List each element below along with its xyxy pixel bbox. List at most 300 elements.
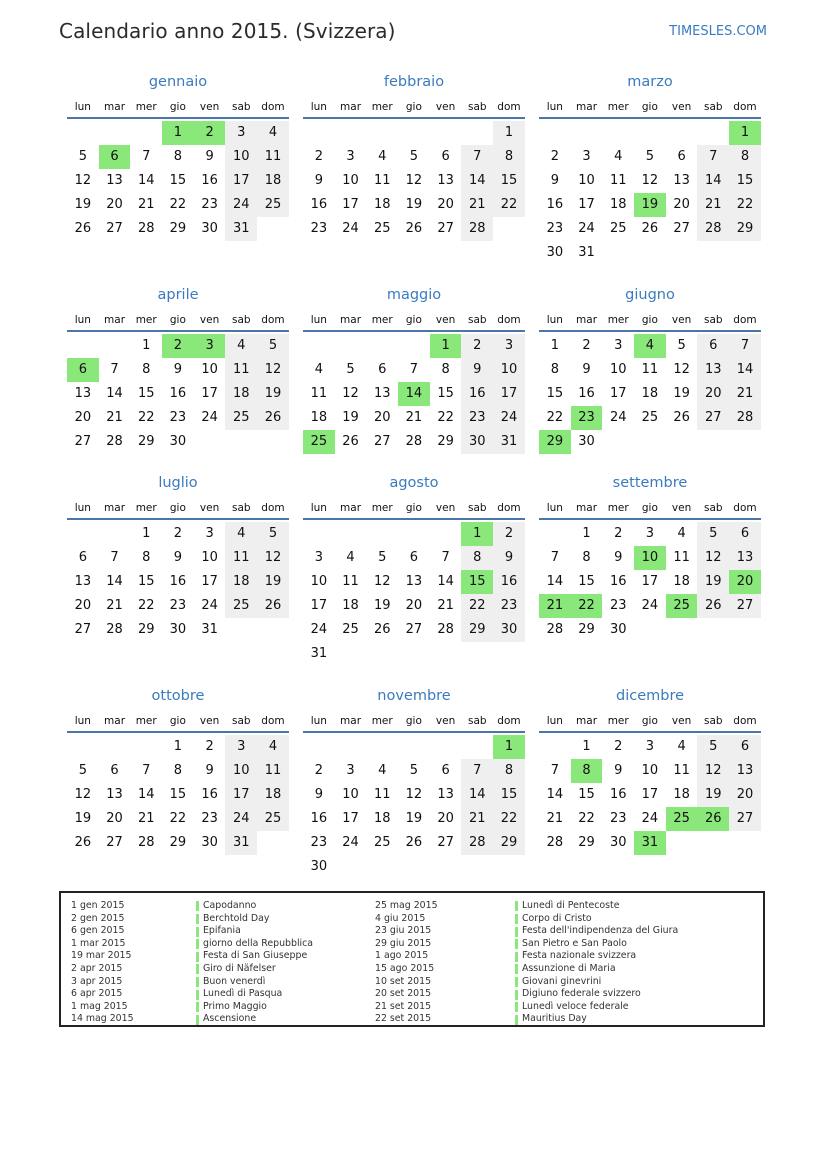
month-name: novembre [377, 688, 451, 704]
day-cell: 13 [729, 546, 761, 570]
day-cell: 23 [461, 406, 493, 430]
day-cell: 1 [582, 739, 591, 754]
day-cell: 7 [461, 145, 493, 169]
weekday-label: dom [497, 314, 521, 326]
day-cell: 22 [169, 811, 187, 826]
holiday-date: 15 ago 2015 [375, 963, 435, 974]
weekday-label: lun [310, 715, 327, 727]
day-cell: 9 [461, 358, 493, 382]
day-cell: 23 [609, 598, 627, 613]
empty-cell [67, 334, 99, 358]
day-cell: 17 [310, 598, 328, 613]
weekday-label: mar [340, 502, 362, 514]
day-cell: 3 [645, 526, 655, 541]
empty-cell [67, 735, 99, 759]
day-cell: 24 [201, 410, 218, 425]
weekday-label: lun [546, 101, 563, 113]
day-grid [303, 735, 525, 879]
day-cell: 28 [461, 217, 493, 241]
day-cell: 22 [137, 410, 155, 425]
holiday-date: 1 gen 2015 [71, 900, 125, 911]
site-brand-link[interactable]: TIMESLES.COM [669, 24, 767, 39]
empty-cell [398, 334, 430, 358]
holiday-day-cell: 26 [697, 807, 729, 831]
day-cell: 9 [550, 173, 559, 188]
day-cell: 29 [137, 622, 155, 637]
empty-cell [67, 121, 99, 145]
day-cell: 15 [578, 574, 595, 589]
empty-cell [99, 522, 131, 546]
holiday-day-cell: 1 [430, 334, 462, 358]
day-cell: 25 [342, 622, 359, 637]
weekday-label: dom [497, 101, 521, 113]
day-cell: 11 [257, 759, 289, 783]
day-cell: 9 [582, 362, 591, 377]
day-cell: 18 [225, 382, 257, 406]
day-cell: 28 [137, 221, 155, 236]
day-cell: 28 [106, 622, 123, 637]
holiday-day-cell: 22 [571, 594, 603, 618]
day-cell: 19 [697, 783, 729, 807]
day-cell: 12 [697, 546, 729, 570]
holiday-name: Lunedì di Pasqua [203, 988, 283, 1000]
weekday-label: mar [340, 314, 362, 326]
day-cell: 27 [405, 622, 423, 637]
day-cell: 7 [110, 550, 119, 565]
weekday-label: mar [104, 314, 126, 326]
holiday-name: San Pietro e San Paolo [522, 937, 627, 949]
holiday-marker [196, 939, 199, 949]
day-cell: 15 [493, 169, 525, 193]
day-cell: 18 [609, 197, 627, 212]
day-cell: 23 [546, 221, 564, 236]
empty-cell [539, 522, 571, 546]
day-cell: 12 [257, 358, 289, 382]
holiday-name: Festa nazionale svizzera [522, 950, 637, 962]
day-cell: 12 [74, 173, 92, 188]
empty-cell [335, 121, 367, 145]
month-name: febbraio [383, 74, 445, 90]
day-cell: 14 [106, 574, 123, 589]
day-cell: 24 [342, 835, 359, 850]
day-cell: 5 [409, 149, 419, 164]
weekday-label: ven [435, 715, 456, 727]
day-cell: 16 [310, 197, 328, 212]
day-cell: 20 [106, 811, 123, 826]
holiday-name: Primo Maggio [203, 1000, 267, 1012]
empty-cell [461, 121, 493, 145]
day-cell: 6 [378, 362, 387, 377]
holiday-marker [196, 914, 199, 924]
weekday-label: gio [169, 715, 186, 727]
weekday-label: sab [703, 101, 723, 113]
weekday-label: lun [310, 502, 327, 514]
day-cell: 4 [378, 149, 387, 164]
weekday-label: gio [169, 101, 186, 113]
month-name: marzo [627, 74, 673, 90]
empty-cell [99, 334, 131, 358]
weekday-label: ven [671, 101, 692, 113]
day-cell: 3 [205, 526, 214, 541]
day-cell: 7 [461, 759, 493, 783]
month-giugno [539, 285, 761, 454]
empty-cell [461, 735, 493, 759]
month-gennaio [67, 72, 289, 241]
weekday-label: sab [467, 101, 487, 113]
holiday-date: 1 mar 2015 [71, 937, 126, 949]
weekday-label: mer [607, 715, 629, 727]
day-cell: 14 [106, 386, 123, 401]
day-cell: 13 [74, 574, 92, 589]
weekday-label: lun [310, 314, 327, 326]
weekday-label: mar [576, 101, 598, 113]
day-cell: 5 [677, 338, 686, 353]
day-cell: 15 [169, 173, 187, 188]
empty-cell [99, 735, 131, 759]
weekday-header [67, 99, 289, 119]
day-cell: 27 [673, 221, 690, 236]
empty-cell [430, 522, 462, 546]
day-cell: 30 [609, 835, 627, 850]
day-cell: 3 [346, 149, 355, 164]
holiday-name: Festa di San Giuseppe [203, 950, 308, 962]
day-cell: 6 [110, 763, 119, 778]
weekday-label: gio [169, 314, 186, 326]
holiday-day-cell: 21 [539, 594, 571, 618]
empty-cell [366, 334, 398, 358]
day-cell: 27 [106, 835, 123, 850]
day-cell: 22 [493, 807, 525, 831]
day-cell: 21 [697, 193, 729, 217]
day-grid [539, 735, 761, 855]
weekday-label: mer [371, 502, 393, 514]
month-agosto [303, 473, 525, 666]
day-cell: 7 [110, 362, 119, 377]
weekday-label: mer [371, 715, 393, 727]
day-cell: 4 [225, 522, 257, 546]
day-cell: 31 [578, 245, 595, 260]
weekday-label: mar [576, 314, 598, 326]
day-cell: 7 [441, 550, 450, 565]
month-name: dicembre [615, 688, 685, 704]
weekday-label: gio [405, 314, 422, 326]
weekday-label: dom [261, 314, 285, 326]
day-cell: 4 [257, 735, 289, 759]
day-cell: 1 [142, 526, 151, 541]
weekday-label: lun [74, 314, 91, 326]
day-cell: 9 [173, 362, 183, 377]
day-cell: 11 [257, 145, 289, 169]
day-grid [303, 522, 525, 666]
empty-cell [398, 121, 430, 145]
holiday-day-cell: 4 [634, 334, 666, 358]
weekday-label: ven [199, 715, 220, 727]
day-cell: 27 [729, 594, 761, 618]
day-cell: 26 [342, 434, 359, 449]
weekday-label: dom [733, 715, 757, 727]
day-cell: 30 [493, 618, 525, 642]
day-cell: 18 [257, 783, 289, 807]
weekday-label: ven [435, 101, 456, 113]
weekday-label: lun [546, 715, 563, 727]
day-cell: 24 [201, 598, 218, 613]
month-ottobre [67, 686, 289, 855]
day-cell: 13 [405, 574, 423, 589]
day-cell: 28 [137, 835, 155, 850]
day-cell: 7 [550, 550, 559, 565]
day-cell: 4 [346, 550, 355, 565]
day-cell: 26 [373, 622, 391, 637]
day-cell: 10 [493, 358, 525, 382]
day-cell: 21 [546, 811, 564, 826]
weekday-label: mer [607, 101, 629, 113]
day-cell: 3 [225, 735, 257, 759]
holiday-day-cell: 31 [634, 831, 666, 855]
day-cell: 19 [697, 570, 729, 594]
day-cell: 11 [342, 574, 359, 589]
day-cell: 10 [609, 362, 627, 377]
holiday-day-cell: 15 [461, 570, 493, 594]
day-cell: 3 [493, 334, 525, 358]
day-cell: 27 [106, 221, 123, 236]
weekday-label: gio [405, 502, 422, 514]
holiday-name: Corpo di Cristo [522, 912, 592, 924]
holiday-date: 20 set 2015 [375, 988, 432, 1000]
day-cell: 6 [409, 550, 419, 565]
day-cell: 22 [169, 197, 187, 212]
day-cell: 12 [405, 787, 423, 802]
empty-cell [303, 121, 335, 145]
day-cell: 16 [310, 811, 328, 826]
holiday-date: 6 gen 2015 [71, 925, 125, 937]
holiday-marker [515, 990, 518, 1000]
day-cell: 26 [257, 594, 289, 618]
day-cell: 19 [74, 811, 92, 826]
day-cell: 23 [493, 594, 525, 618]
weekday-label: gio [641, 715, 658, 727]
day-cell: 7 [550, 763, 559, 778]
day-cell: 24 [225, 193, 257, 217]
day-cell: 14 [137, 787, 155, 802]
day-cell: 14 [729, 358, 761, 382]
day-cell: 13 [74, 386, 92, 401]
holiday-name: Epifania [203, 925, 241, 937]
day-cell: 21 [461, 193, 493, 217]
empty-cell [666, 121, 698, 145]
day-cell: 18 [673, 787, 690, 802]
holiday-name: giorno della Repubblica [203, 937, 314, 949]
weekday-label: mer [135, 502, 157, 514]
day-cell: 25 [257, 193, 289, 217]
empty-cell [539, 121, 571, 145]
day-cell: 21 [137, 811, 155, 826]
holiday-day-cell: 23 [571, 406, 603, 430]
holiday-name: Capodanno [203, 900, 257, 911]
holiday-day-cell: 25 [666, 594, 698, 618]
day-cell: 11 [673, 550, 690, 565]
day-cell: 18 [342, 598, 359, 613]
empty-cell [99, 121, 131, 145]
day-cell: 16 [201, 173, 218, 188]
day-cell: 19 [673, 386, 690, 401]
day-cell: 30 [169, 434, 187, 449]
day-cell: 11 [641, 362, 659, 377]
weekday-label: dom [497, 502, 521, 514]
day-cell: 5 [346, 362, 355, 377]
day-cell: 7 [142, 149, 151, 164]
day-cell: 19 [257, 570, 289, 594]
holiday-day-cell: 19 [634, 193, 666, 217]
day-cell: 8 [493, 145, 525, 169]
day-cell: 27 [437, 221, 454, 236]
day-cell: 2 [205, 739, 214, 754]
month-luglio [67, 473, 289, 642]
day-cell: 28 [437, 622, 454, 637]
day-cell: 6 [78, 550, 87, 565]
empty-cell [303, 735, 335, 759]
weekday-label: sab [231, 502, 251, 514]
day-cell: 21 [137, 197, 155, 212]
empty-cell [130, 735, 162, 759]
month-dicembre [539, 686, 761, 855]
day-cell: 13 [106, 173, 123, 188]
day-cell: 26 [74, 835, 92, 850]
day-cell: 19 [74, 197, 92, 212]
empty-cell [366, 735, 398, 759]
day-cell: 31 [225, 217, 257, 241]
day-cell: 17 [641, 574, 659, 589]
day-cell: 18 [673, 574, 690, 589]
day-cell: 15 [546, 386, 564, 401]
holiday-marker [196, 1002, 199, 1012]
weekday-label: dom [497, 715, 521, 727]
holiday-day-cell: 1 [729, 121, 761, 145]
month-settembre [539, 473, 761, 642]
day-cell: 10 [201, 550, 218, 565]
day-cell: 24 [641, 598, 659, 613]
month-aprile [67, 285, 289, 454]
day-cell: 13 [437, 787, 454, 802]
weekday-header [539, 713, 761, 733]
day-cell: 24 [310, 622, 328, 637]
day-cell: 29 [578, 622, 595, 637]
day-cell: 16 [546, 197, 564, 212]
day-cell: 19 [405, 197, 423, 212]
weekday-label: lun [310, 101, 327, 113]
holiday-marker [515, 901, 518, 911]
weekday-label: dom [261, 101, 285, 113]
weekday-label: mer [135, 314, 157, 326]
day-cell: 13 [729, 759, 761, 783]
day-cell: 17 [641, 787, 659, 802]
day-cell: 16 [201, 787, 218, 802]
day-cell: 4 [314, 362, 323, 377]
empty-cell [602, 121, 634, 145]
day-cell: 8 [729, 145, 761, 169]
day-cell: 1 [142, 338, 151, 353]
holiday-marker [196, 990, 199, 1000]
day-cell: 31 [201, 622, 218, 637]
empty-cell [303, 334, 335, 358]
day-cell: 23 [201, 811, 218, 826]
day-cell: 12 [373, 574, 391, 589]
day-cell: 22 [493, 193, 525, 217]
weekday-label: lun [546, 314, 563, 326]
weekday-label: mer [607, 314, 629, 326]
empty-cell [303, 522, 335, 546]
holiday-date: 19 mar 2015 [71, 950, 132, 962]
day-cell: 16 [493, 570, 525, 594]
holiday-name: Digiuno federale svizzero [522, 988, 641, 1000]
day-cell: 23 [609, 811, 627, 826]
weekday-label: ven [435, 314, 456, 326]
day-cell: 8 [441, 362, 450, 377]
day-cell: 19 [257, 382, 289, 406]
day-cell: 25 [641, 410, 659, 425]
day-cell: 14 [461, 783, 493, 807]
day-cell: 24 [225, 807, 257, 831]
weekday-label: mar [576, 502, 598, 514]
day-cell: 20 [373, 410, 391, 425]
day-cell: 30 [169, 622, 187, 637]
weekday-label: dom [733, 314, 757, 326]
day-cell: 2 [461, 334, 493, 358]
day-cell: 22 [137, 598, 155, 613]
weekday-label: mar [340, 101, 362, 113]
day-cell: 3 [614, 338, 623, 353]
holiday-day-cell: 1 [493, 735, 525, 759]
weekday-label: dom [733, 502, 757, 514]
empty-cell [539, 735, 571, 759]
day-cell: 21 [106, 598, 123, 613]
weekday-label: sab [467, 502, 487, 514]
weekday-label: mer [607, 502, 629, 514]
day-cell: 23 [169, 598, 187, 613]
empty-cell [430, 121, 462, 145]
day-cell: 13 [697, 358, 729, 382]
day-cell: 28 [461, 831, 493, 855]
weekday-label: sab [467, 715, 487, 727]
day-cell: 13 [437, 173, 454, 188]
day-cell: 15 [437, 386, 454, 401]
day-cell: 11 [673, 763, 690, 778]
day-cell: 4 [677, 526, 686, 541]
day-cell: 8 [461, 546, 493, 570]
month-febbraio [303, 72, 525, 241]
day-cell: 25 [225, 406, 257, 430]
day-cell: 27 [74, 434, 92, 449]
holiday-name: Festa dell'indipendenza del Giura [522, 925, 679, 937]
day-cell: 8 [173, 763, 183, 778]
day-cell: 6 [697, 334, 729, 358]
weekday-label: gio [405, 715, 422, 727]
day-cell: 9 [314, 787, 323, 802]
day-cell: 21 [729, 382, 761, 406]
day-cell: 30 [310, 859, 328, 874]
day-cell: 10 [578, 173, 595, 188]
day-cell: 22 [729, 193, 761, 217]
month-name: gennaio [148, 74, 208, 90]
month-maggio [303, 285, 525, 454]
holiday-name: Berchtold Day [203, 912, 270, 924]
holiday-marker [196, 964, 199, 974]
weekday-label: sab [703, 314, 723, 326]
holiday-date: 22 set 2015 [375, 1013, 432, 1025]
day-cell: 9 [205, 149, 214, 164]
day-cell: 11 [225, 358, 257, 382]
empty-cell [130, 121, 162, 145]
day-cell: 12 [342, 386, 359, 401]
